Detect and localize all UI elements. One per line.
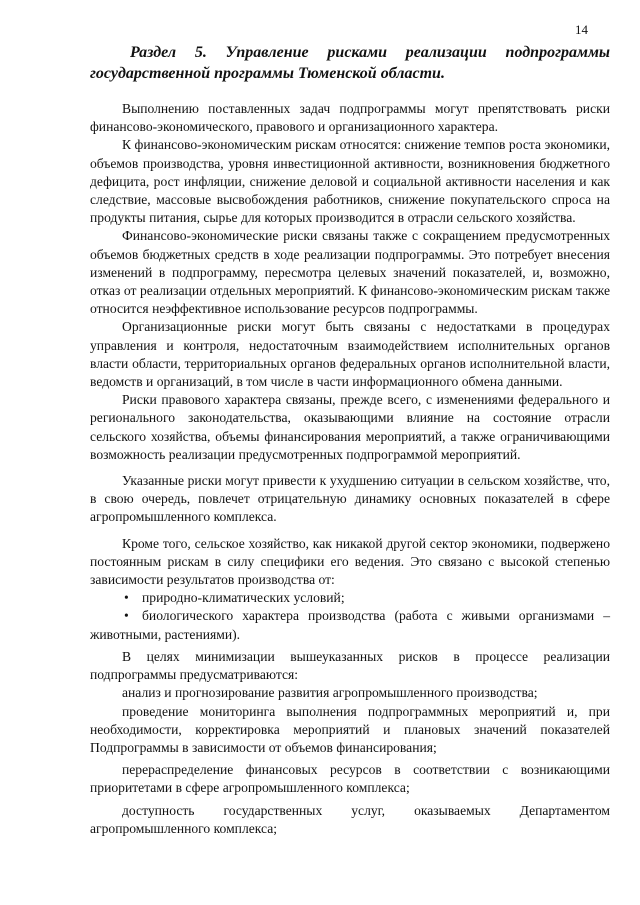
section-heading (90, 42, 610, 84)
paragraph: Организационные риски могут быть связаны с недостатками в процедурах управления и контроля, недостаточным взаимодействием исполнительных органов власти области, территориальных органов федеральных органов исполнительной власти, ведомств и организаций, в том числе в части информационного обмена данными. (90, 319, 610, 390)
paragraph: Финансово-экономические риски связаны также с сокращением предусмотренных объемов бюджетных средств в ходе реализации подпрограммы. Это потребует внесения изменений в подпрограмму, пересмотра целевых значений показателей, и, возможно, отказ от реализации отдельных мероприятий. К финансово-экономическим рискам также относится неэффективное использование ресурсов подпрограммы. (90, 228, 610, 317)
bullet-icon: • (124, 608, 129, 624)
paragraph: Выполнению поставленных задач подпрограммы могут препятствовать риски финансово-экономического, правового и организационного характера. (90, 101, 610, 135)
list-item (90, 607, 610, 643)
risk-factor-list (90, 589, 610, 644)
paragraph: Риски правового характера связаны, прежде всего, с изменениями федерального и регионального законодательства, оказывающими влияние на состояние отрасли сельского хозяйства, объемы финансирования мероприятий, а также ограничивающими возможность реализации предусмотренных подпрограммой мероприятий. (90, 392, 610, 462)
list-item-text: природно-климатических условий; (142, 590, 345, 606)
measure-item: перераспределение финансовых ресурсов в соответствии с возникающими приоритетами в сфере агропромышленного комплекса; (90, 762, 610, 796)
measure-item: доступность государственных услуг, оказываемых Департаментом агропромышленного комплекса; (90, 802, 610, 836)
measure-item: анализ и прогнозирование развития агропромышленного производства; (122, 685, 538, 701)
page-number: 14 (575, 22, 588, 37)
section-heading-line-2: государственной программы Тюменской области. (90, 65, 445, 82)
list-item (90, 589, 610, 607)
paragraph: В целях минимизации вышеуказанных рисков в процессе реализации подпрограммы предусматриваются: (90, 648, 610, 683)
section-heading-line-1: Раздел 5. Управление рисками реализации подпрограммы (130, 44, 610, 61)
paragraph: К финансово-экономическим рискам относятся: снижение темпов роста экономики, объемов производства, уровня инвестиционной активности, возникновения бюджетного дефицита, рост инфляции, снижение деловой и социальной активности населения и как следствие, массовые высвобождения работников, снижение покупательского спроса на продукты питания, сырье для которых производится в отрасли сельского хозяйства. (90, 137, 610, 226)
paragraph: Кроме того, сельское хозяйство, как никакой другой сектор экономики, подвержено постоянным рискам в силу специфики его ведения. Это связано с высокой степенью зависимости результатов производства от: (90, 535, 610, 588)
section-body (90, 100, 610, 838)
list-item-text: биологического характера производства (работа с живыми организмами – животными, растениями). (90, 608, 610, 642)
paragraph: Указанные риски могут привести к ухудшению ситуации в сельском хозяйстве, что, в свою очередь, повлечет отрицательную динамику основных показателей в сфере агропромышленного комплекса. (90, 473, 610, 525)
bullet-icon: • (124, 590, 129, 606)
measure-item: проведение мониторинга выполнения подпрограммных мероприятий и, при необходимости, корректировка мероприятий и плановых значений показателей Подпрограммы в зависимости от объемов финансирования; (90, 703, 610, 755)
